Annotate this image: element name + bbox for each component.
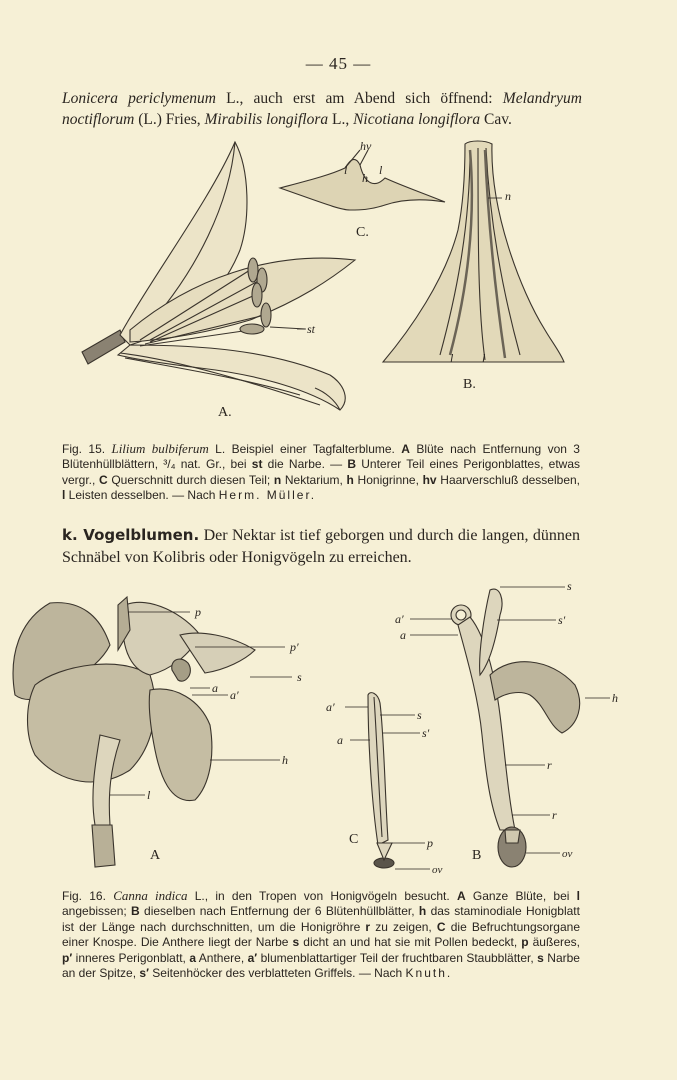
- petal-base-drawing: [383, 141, 564, 362]
- caption-author: Herm. Müller.: [218, 488, 317, 503]
- caption-text: Leisten desselben. — Nach: [65, 488, 219, 503]
- caption-text: Unterer Teil eines Perigonblattes, etwas vergr.,: [62, 457, 581, 487]
- label-s: s: [417, 708, 422, 722]
- label-a: a: [337, 733, 343, 747]
- caption-letter: r: [365, 919, 371, 934]
- label-s: s: [567, 579, 572, 593]
- caption-text: Nektarium,: [281, 472, 347, 487]
- section-heading: k. Vogelblumen.: [62, 526, 200, 544]
- caption-text: Anthere,: [196, 950, 248, 965]
- figure-16-caption: [62, 888, 580, 981]
- canna-organs-drawing: [451, 589, 580, 867]
- label-s: s: [297, 670, 302, 684]
- label-C: C.: [356, 225, 369, 240]
- species-name: Nicotiana longiflora: [353, 111, 481, 128]
- species-name: Lonicera periclymenum: [62, 90, 216, 107]
- caption-text: blumenblattartiger Teil der fruchtbaren Staubblätter,: [257, 950, 538, 965]
- section-k-paragraph: [62, 524, 580, 569]
- species-name: Mirabilis longiflora: [204, 111, 329, 128]
- label-a: a: [212, 681, 218, 695]
- caption-letter: s: [292, 935, 300, 950]
- caption-letter: h: [346, 472, 354, 487]
- caption-letter: st: [251, 457, 263, 472]
- caption-text: L. Beispiel einer Tagfalterblume.: [208, 442, 402, 456]
- label-C: C: [349, 832, 359, 847]
- caption-text: die Narbe. —: [262, 457, 348, 472]
- label-a: a: [400, 628, 406, 642]
- label-r: r: [552, 808, 557, 822]
- caption-text: Ganze Blüte, bei: [465, 889, 577, 903]
- caption-letter: a: [189, 950, 196, 965]
- label-s-prime: s′: [558, 613, 566, 627]
- caption-letter: l: [576, 889, 580, 903]
- caption-author: Knuth.: [405, 966, 453, 981]
- species-name: Lilium bulbiferum: [111, 441, 209, 456]
- label-A: A: [150, 848, 161, 863]
- label-l: l: [450, 351, 454, 365]
- label-hv: hv: [360, 139, 372, 153]
- caption-letter: s′: [139, 966, 149, 981]
- label-p: p: [427, 836, 433, 850]
- label-p-prime: p′: [290, 640, 299, 654]
- fertile-organs-drawing: [368, 693, 394, 868]
- label-B: B: [472, 848, 482, 863]
- label-ov: ov: [562, 848, 573, 860]
- label-ov: ov: [432, 864, 443, 876]
- figure-16-illustration: [0, 575, 677, 880]
- caption-letter: A: [456, 889, 466, 903]
- label-h: h: [362, 171, 368, 185]
- caption-letter: B: [131, 904, 140, 919]
- intro-text: (L.) Fries,: [134, 111, 201, 128]
- caption-letter: A: [401, 442, 410, 456]
- intro-text: L.,: [328, 111, 354, 128]
- caption-text: Seitenhöcker des verblatteten Griffels. — Nach: [148, 966, 406, 981]
- label-r: r: [547, 758, 552, 772]
- caption-text: Honigrinne,: [353, 472, 423, 487]
- caption-text: inneres Perigonblatt,: [72, 950, 190, 965]
- label-l: l: [344, 163, 348, 177]
- label-l: l: [482, 351, 486, 365]
- caption-letter: B: [347, 457, 357, 472]
- caption-text: äußeres,: [528, 935, 580, 950]
- label-l: l: [147, 788, 151, 802]
- caption-text: Blüte nach Entfernung von 3 Blütenhüllblättern,: [62, 442, 580, 472]
- intro-text: L., auch erst am Abend sich öffnend:: [215, 90, 503, 107]
- label-n: n: [505, 189, 511, 203]
- label-a-prime: a′: [395, 612, 404, 626]
- figure-15-illustration: [0, 130, 677, 430]
- section-text: Der Nektar ist tief geborgen und durch die langen, dünnen Schnäbel von Kolibris oder Honigvögeln zu erreichen.: [62, 527, 580, 566]
- label-h: h: [612, 691, 618, 705]
- caption-letter: hv: [422, 472, 437, 487]
- caption-fraction: ³/₄: [163, 457, 176, 472]
- caption-text: die Befruchtungsorgane einer Knospe. Die Anthere liegt der Narbe: [62, 919, 580, 950]
- label-s-prime: s′: [422, 726, 430, 740]
- caption-text: zu zeigen,: [370, 919, 437, 934]
- label-h: h: [282, 753, 288, 767]
- caption-letter: C: [436, 919, 446, 934]
- label-a-prime: a′: [326, 700, 335, 714]
- label-A: A.: [218, 405, 232, 420]
- caption-text: L., in den Tropen von Honigvögeln besucht.: [187, 889, 457, 903]
- caption-letter: l: [62, 488, 66, 503]
- figure-number: Fig. 15.: [62, 442, 106, 456]
- caption-letter: p: [521, 935, 529, 950]
- page-number: — 45 —: [305, 54, 372, 73]
- intro-text: Cav.: [480, 111, 512, 128]
- species-name: Canna indica: [113, 888, 188, 903]
- caption-letter: C: [99, 472, 108, 487]
- label-B: B.: [463, 377, 476, 392]
- species-name: Melandryum noctiflorum: [62, 90, 582, 128]
- caption-text: Narbe an der Spitze,: [62, 950, 580, 981]
- label-l: l: [379, 163, 383, 177]
- caption-letter: p′: [62, 950, 73, 965]
- caption-text: dicht an und hat sie mit Pollen bedeckt,: [299, 935, 522, 950]
- caption-letter: n: [273, 472, 282, 487]
- caption-text: Haarverschluß desselben,: [436, 472, 580, 487]
- figure-15-caption: [62, 441, 580, 504]
- caption-text: dieselben nach Entfernung der 6 Blütenhüllblätter,: [139, 904, 419, 919]
- caption-text: das staminodiale Honigblatt ist der Länge nach durchschnitten, um die Honigröhre: [62, 904, 580, 934]
- intro-paragraph: [62, 88, 582, 130]
- caption-text: nat. Gr., bei: [175, 457, 252, 472]
- caption-text: angebissen;: [62, 904, 132, 919]
- caption-letter: h: [418, 904, 427, 919]
- caption-letter: a′: [247, 950, 258, 965]
- canna-flower-drawing: [13, 597, 255, 867]
- label-p: p: [195, 605, 201, 619]
- label-a-prime: a′: [230, 688, 239, 702]
- caption-text: Querschnitt durch diesen Teil;: [107, 472, 274, 487]
- figure-number: Fig. 16.: [62, 889, 106, 903]
- label-st: st: [307, 322, 316, 336]
- caption-letter: s: [537, 950, 544, 965]
